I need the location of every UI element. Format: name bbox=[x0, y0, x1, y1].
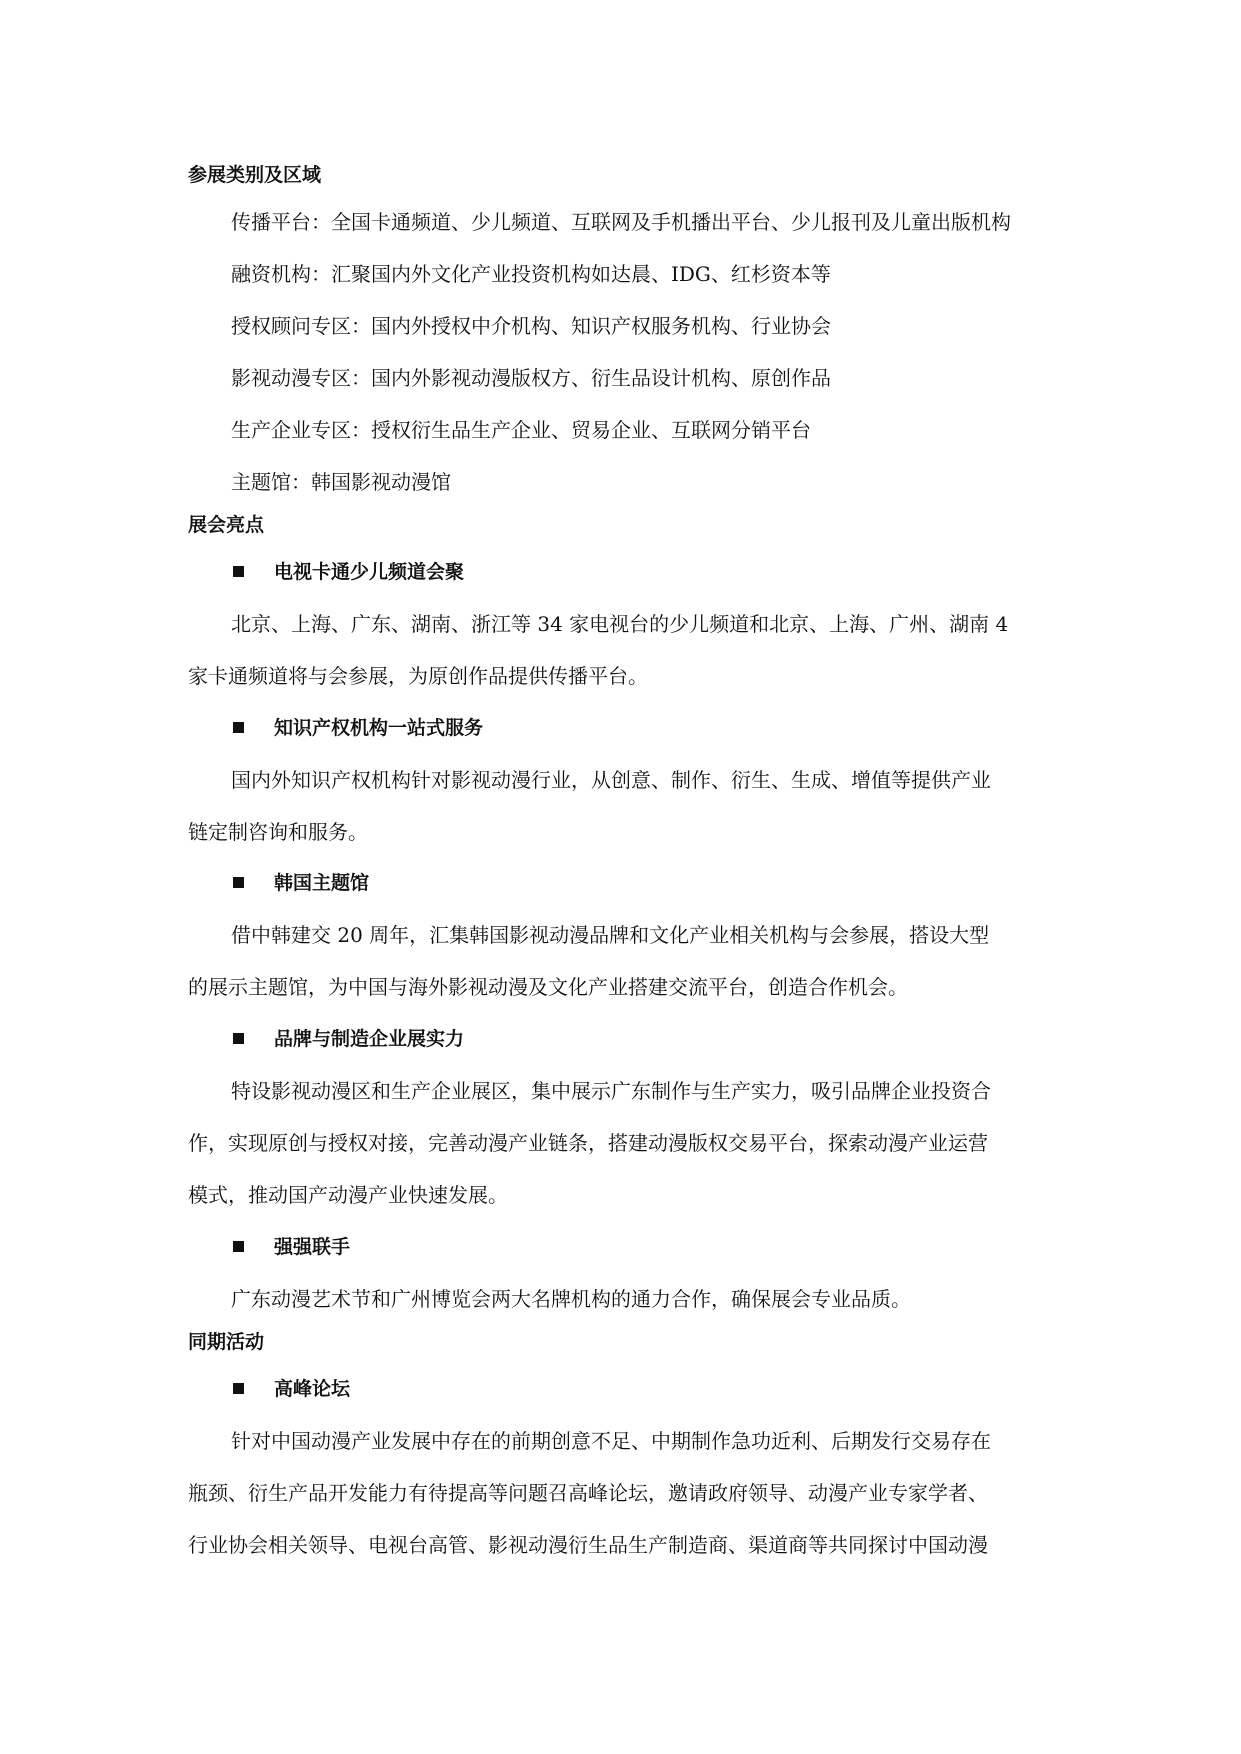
category-line-theme-hall: 主题馆：韩国影视动漫馆 bbox=[231, 470, 451, 494]
bullet-title: 强强联手 bbox=[274, 1236, 351, 1258]
bullet-title: 电视卡通少儿频道会聚 bbox=[274, 561, 465, 583]
paragraph-line: 广东动漫艺术节和广州博览会两大名牌机构的通力合作，确保展会专业品质。 bbox=[231, 1287, 911, 1311]
paragraph-line: 的展示主题馆，为中国与海外影视动漫及文化产业搭建交流平台，创造合作机会。 bbox=[188, 975, 908, 999]
paragraph-line: 借中韩建交 20 周年，汇集韩国影视动漫品牌和文化产业相关机构与会参展，搭设大型 bbox=[231, 923, 990, 947]
category-line-production: 生产企业专区：授权衍生品生产企业、贸易企业、互联网分销平台 bbox=[231, 418, 811, 442]
square-bullet-icon bbox=[233, 1383, 244, 1394]
bullet-title: 品牌与制造企业展实力 bbox=[274, 1028, 465, 1050]
paragraph-line: 家卡通频道将与会参展，为原创作品提供传播平台。 bbox=[188, 664, 648, 688]
paragraph-line: 行业协会相关领导、电视台高管、影视动漫衍生品生产制造商、渠道商等共同探讨中国动漫 bbox=[188, 1533, 988, 1557]
paragraph-line: 北京、上海、广东、湖南、浙江等 34 家电视台的少儿频道和北京、上海、广州、湖南 4 bbox=[231, 612, 1009, 636]
category-line-finance: 融资机构：汇聚国内外文化产业投资机构如达晨、IDG、红杉资本等 bbox=[231, 262, 831, 286]
category-line-licensing: 授权顾问专区：国内外授权中介机构、知识产权服务机构、行业协会 bbox=[231, 314, 831, 338]
square-bullet-icon bbox=[233, 722, 244, 733]
square-bullet-icon bbox=[233, 877, 244, 888]
paragraph-line: 作，实现原创与授权对接，完善动漫产业链条，搭建动漫版权交易平台，探索动漫产业运营 bbox=[188, 1131, 988, 1155]
category-line-broadcast: 传播平台：全国卡通频道、少儿频道、互联网及手机播出平台、少儿报刊及儿童出版机构 bbox=[231, 210, 1011, 234]
section-heading-concurrent-events: 同期活动 bbox=[188, 1331, 265, 1353]
square-bullet-icon bbox=[233, 1241, 244, 1252]
paragraph-line: 特设影视动漫区和生产企业展区，集中展示广东制作与生产实力，吸引品牌企业投资合 bbox=[231, 1079, 991, 1103]
square-bullet-icon bbox=[233, 566, 244, 577]
bullet-title: 高峰论坛 bbox=[274, 1378, 351, 1400]
square-bullet-icon bbox=[233, 1033, 244, 1044]
bullet-title: 韩国主题馆 bbox=[274, 872, 370, 894]
category-line-animation: 影视动漫专区：国内外影视动漫版权方、衍生品设计机构、原创作品 bbox=[231, 366, 831, 390]
paragraph-line: 针对中国动漫产业发展中存在的前期创意不足、中期制作急功近利、后期发行交易存在 bbox=[231, 1429, 991, 1453]
paragraph-line: 模式，推动国产动漫产业快速发展。 bbox=[188, 1183, 508, 1207]
paragraph-line: 瓶颈、衍生产品开发能力有待提高等问题召高峰论坛，邀请政府领导、动漫产业专家学者、 bbox=[188, 1481, 988, 1505]
paragraph-line: 链定制咨询和服务。 bbox=[188, 820, 368, 844]
section-heading-exhibit-categories: 参展类别及区域 bbox=[188, 164, 322, 186]
section-heading-highlights: 展会亮点 bbox=[188, 514, 265, 536]
paragraph-line: 国内外知识产权机构针对影视动漫行业，从创意、制作、衍生、生成、增值等提供产业 bbox=[231, 768, 991, 792]
bullet-title: 知识产权机构一站式服务 bbox=[274, 717, 484, 739]
